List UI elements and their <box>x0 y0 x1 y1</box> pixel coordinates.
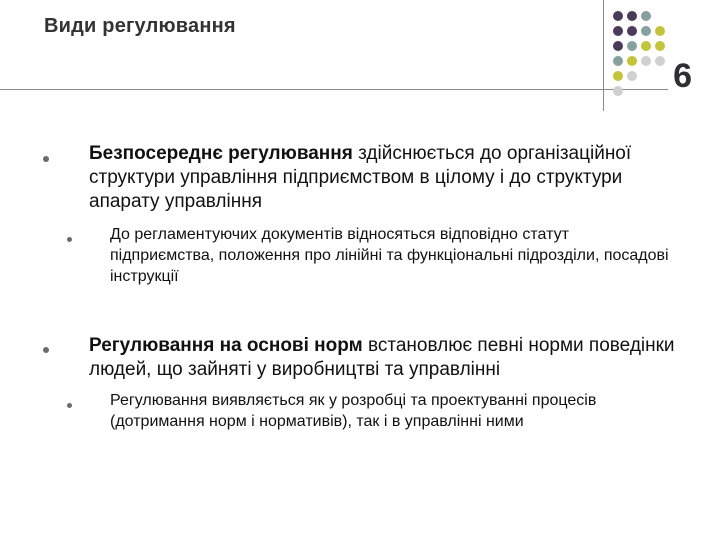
horizontal-divider <box>0 89 668 90</box>
bullet-icon <box>43 156 49 162</box>
bullet-1-rest: здійснюється до організаційної структури управління підприємством в цілому і до структури апарату управління <box>89 143 632 212</box>
bullet-2-bold: Регулювання на основі норм <box>89 335 363 356</box>
bullet-2-rest: встановлює певні норми поведінки людей, що зайняті у виробництві та управлінні <box>89 335 675 380</box>
vertical-divider <box>603 0 604 111</box>
bullet-2-text <box>89 334 689 382</box>
bullet-1-text <box>89 142 689 213</box>
slide-title: Види регулювання <box>44 15 236 37</box>
bullet-2-sub: Регулювання виявляється як у розробці та проектуванні процесів (дотримання норм і нормативів), так і в управлінні ними <box>110 392 597 430</box>
bullet-1-sub: До регламентуючих документів відносяться відповідно статут підприємства, положення про лінійні та функціональні підрозділи, посадові інструкції <box>110 226 669 285</box>
sub-bullet-icon <box>67 237 72 242</box>
bullet-icon <box>43 347 49 353</box>
bullet-1-bold: Безпосереднє регулювання <box>89 143 353 164</box>
sub-bullet-icon <box>67 403 72 408</box>
slide-number: 6 <box>673 57 692 95</box>
